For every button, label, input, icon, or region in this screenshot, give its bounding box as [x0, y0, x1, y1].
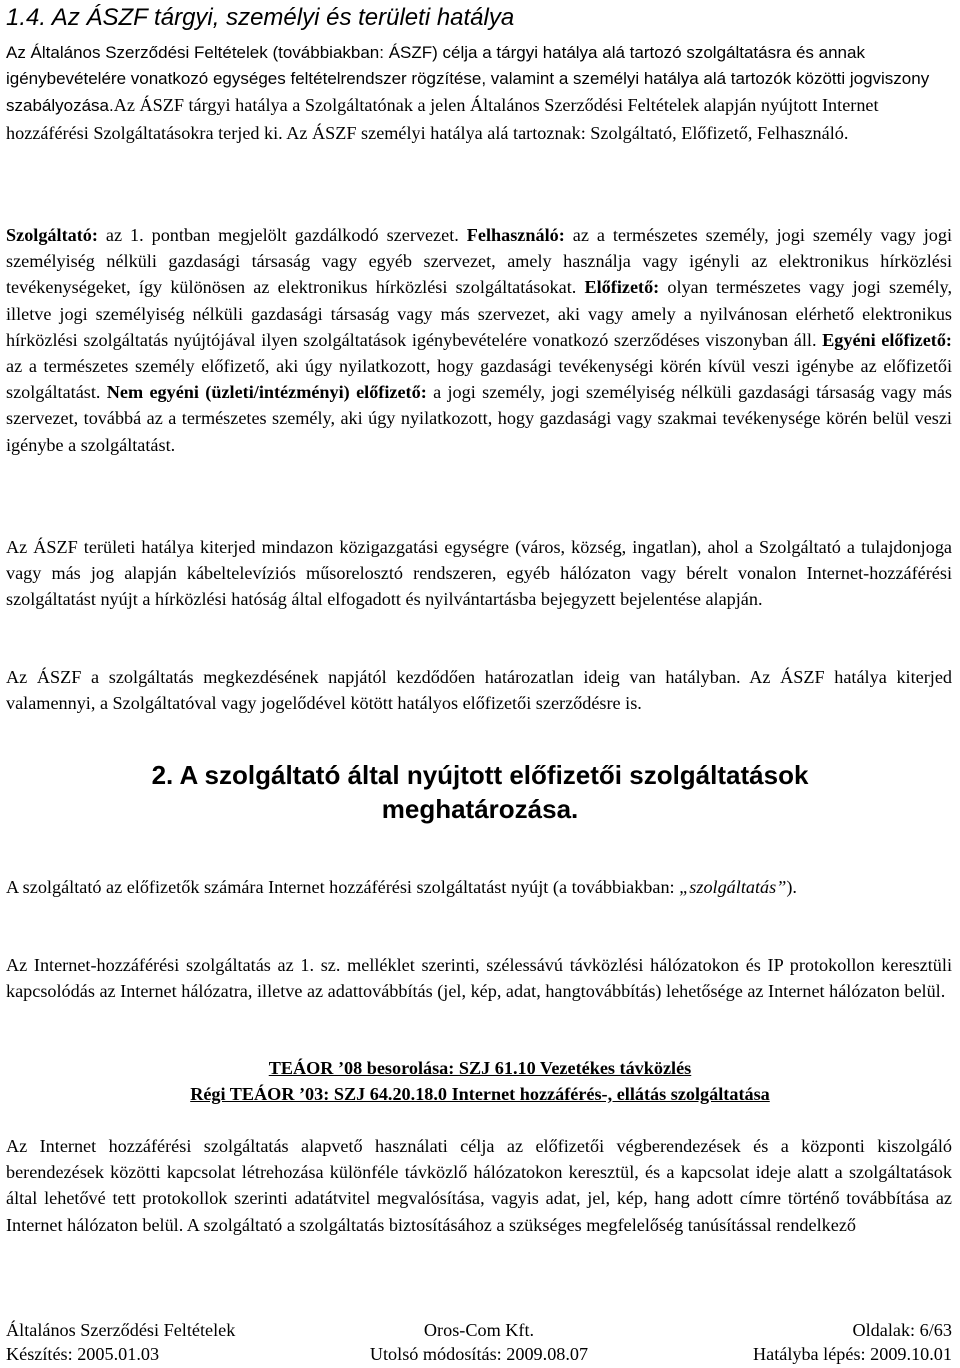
- service-intro-after: ).: [786, 877, 797, 897]
- teaor-classification: TEÁOR ’08 besorolása: SZJ 61.10 Vezetékes távközlés: [268, 1058, 692, 1078]
- purpose-paragraph: Az Internet hozzáférési szolgáltatás alapvető használati célja az előfizetői végberendezések és a központi kiszolgáló berendezések közötti kapcsolat létrehozása különféle távközlő hálózatokon keresztül, és a kapcsolat ideje alatt a szolgáltatások által lehetővé tett protokollok szerinti adatátvitel megvalósítása, vagyis adat, jel, kép, hang adott címre történő továbbítása az Internet hálózaton belül. A szolgáltató a szolgáltatás biztosításához a szükséges megfelelőség tanúsítással rendelkező: [6, 1136, 952, 1235]
- user-text: az a természetes személy, jogi személy vagy jogi személyiség nélküli gazdasági társaság vagy egyéb szervezet, amely használja vagy igényli az elektronikus hírközlési tevékenységeket, így különösen az elektronikus hírközlési szolgáltatásokat.: [6, 225, 952, 298]
- subscriber-term: Előfizető:: [584, 277, 660, 298]
- chapter-title-line1: 2. A szolgáltató által nyújtott előfizetői szolgáltatások: [151, 760, 809, 790]
- business-subscriber-term: Nem egyéni (üzleti/intézményi) előfizető:: [106, 382, 427, 403]
- service-intro-paragraph: [6, 874, 952, 900]
- provider-term: Szolgáltató:: [6, 225, 98, 245]
- section-title: 1.4. Az ÁSZF tárgyi, személyi és területi hatálya: [6, 4, 515, 31]
- individual-subscriber-term: Egyéni előfizető:: [822, 329, 952, 350]
- intro-paragraph: [6, 40, 952, 147]
- subscriber-text: olyan természetes vagy jogi személy, illetve jogi személyiség nélküli gazdasági társaság vagy más szervezet, aki vagy amely a nyilvánosan elérhető elektronikus hírközlési szolgáltatás nyújtójával ilyen szolgáltatások igénybevételére vonatkozó szerződéses viszonyban áll.: [6, 277, 952, 350]
- internet-access-paragraph: Az Internet-hozzáférési szolgáltatás az 1. sz. melléklet szerinti, szélessávú távközlési hálózatokon és IP protokollon keresztüli kapcsolódás az Internet hálózatra, illetve az adattovábbítás (jel, kép, adat, hangtovábbítás) lehetősége az Internet hálózaton belül.: [6, 955, 952, 1002]
- old-teaor-classification: Régi TEÁOR ’03: SZJ 64.20.18.0 Internet hozzáférés-, ellátás szolgáltatása: [190, 1084, 770, 1104]
- footer-modified-date: Utolsó módosítás: 2009.08.07: [369, 1344, 589, 1364]
- page-footer: [6, 1318, 952, 1366]
- validity-paragraph: Az ÁSZF a szolgáltatás megkezdésének napjától kezdődően határozatlan ideig van hatályban. Az ÁSZF hatálya kiterjed valamennyi, a Szolgáltatóval vagy jogelődével kötött hatályos előfizetői szerződésre is.: [6, 667, 952, 714]
- footer-row-1: [6, 1318, 952, 1342]
- provider-text: az 1. pontban megjelölt gazdálkodó szervezet.: [97, 225, 467, 245]
- footer-page-count: Oldalak: 6/63: [852, 1320, 952, 1340]
- chapter-title: [0, 758, 960, 826]
- footer-effective-date: Hatályba lépés: 2009.10.01: [752, 1344, 952, 1364]
- footer-company: Oros-Com Kft.: [423, 1320, 535, 1340]
- footer-created-date: Készítés: 2005.01.03: [6, 1344, 160, 1364]
- user-term: Felhasználó:: [466, 225, 565, 245]
- footer-document-name: Általános Szerződési Feltételek: [6, 1320, 236, 1340]
- service-term: „szolgáltatás”: [679, 877, 787, 897]
- intro-text: Az Általános Szerződési Feltételek (továbbiakban: ÁSZF) célja a tárgyi hatálya alá tartozó szolgáltatásra és annak igénybevételére vonatkozó egységes feltételrendszer rögzítése, valamint a személyi hatálya alá tartozók közötti jogviszony szabályozása.: [6, 43, 930, 116]
- service-intro-before: A szolgáltató az előfizetők számára Internet hozzáférési szolgáltatást nyújt (a továbbiakban:: [6, 877, 680, 897]
- footer-row-2: [6, 1342, 952, 1366]
- chapter-title-line2: meghatározása.: [381, 794, 579, 824]
- territorial-scope-paragraph: Az ÁSZF területi hatálya kiterjed mindazon közigazgatási egységre (város, község, ingatlan), ahol a Szolgáltató a tulajdonjoga vagy más jog alapján kábeltelevíziós műsorelosztó rendszeren, egyéb hálózaton vagy bérelt vonalon Internet-hozzáférési szolgáltatást nyújt a hírközlési hatóság által elfogadott és nyilvántartásba bejegyzett bejelentése alapján.: [6, 537, 952, 610]
- individual-subscriber-text: az a természetes személy előfizető, aki úgy nyilatkozott, hogy gazdasági tevékenységi körén kívül veszi igénybe az előfizetői szolgáltatást.: [6, 356, 952, 403]
- business-subscriber-text: a jogi személy, jogi személyiség nélküli gazdasági társaság vagy más szervezet, továbbá az a természetes személy, aki úgy nyilatkozott, hogy gazdasági vagy szakmai tevékenysége körén belül veszi igénybe a szolgáltatást.: [6, 382, 953, 455]
- definitions-paragraph: [6, 222, 952, 458]
- scope-text: Az ÁSZF tárgyi hatálya a Szolgáltatónak a jelen Általános Szerződési Feltételek alapján nyújtott Internet hozzáférési Szolgáltatásokra terjed ki. Az ÁSZF személyi hatálya alá tartoznak: Szolgáltató, Előfizető, Felhasználó.: [6, 95, 879, 143]
